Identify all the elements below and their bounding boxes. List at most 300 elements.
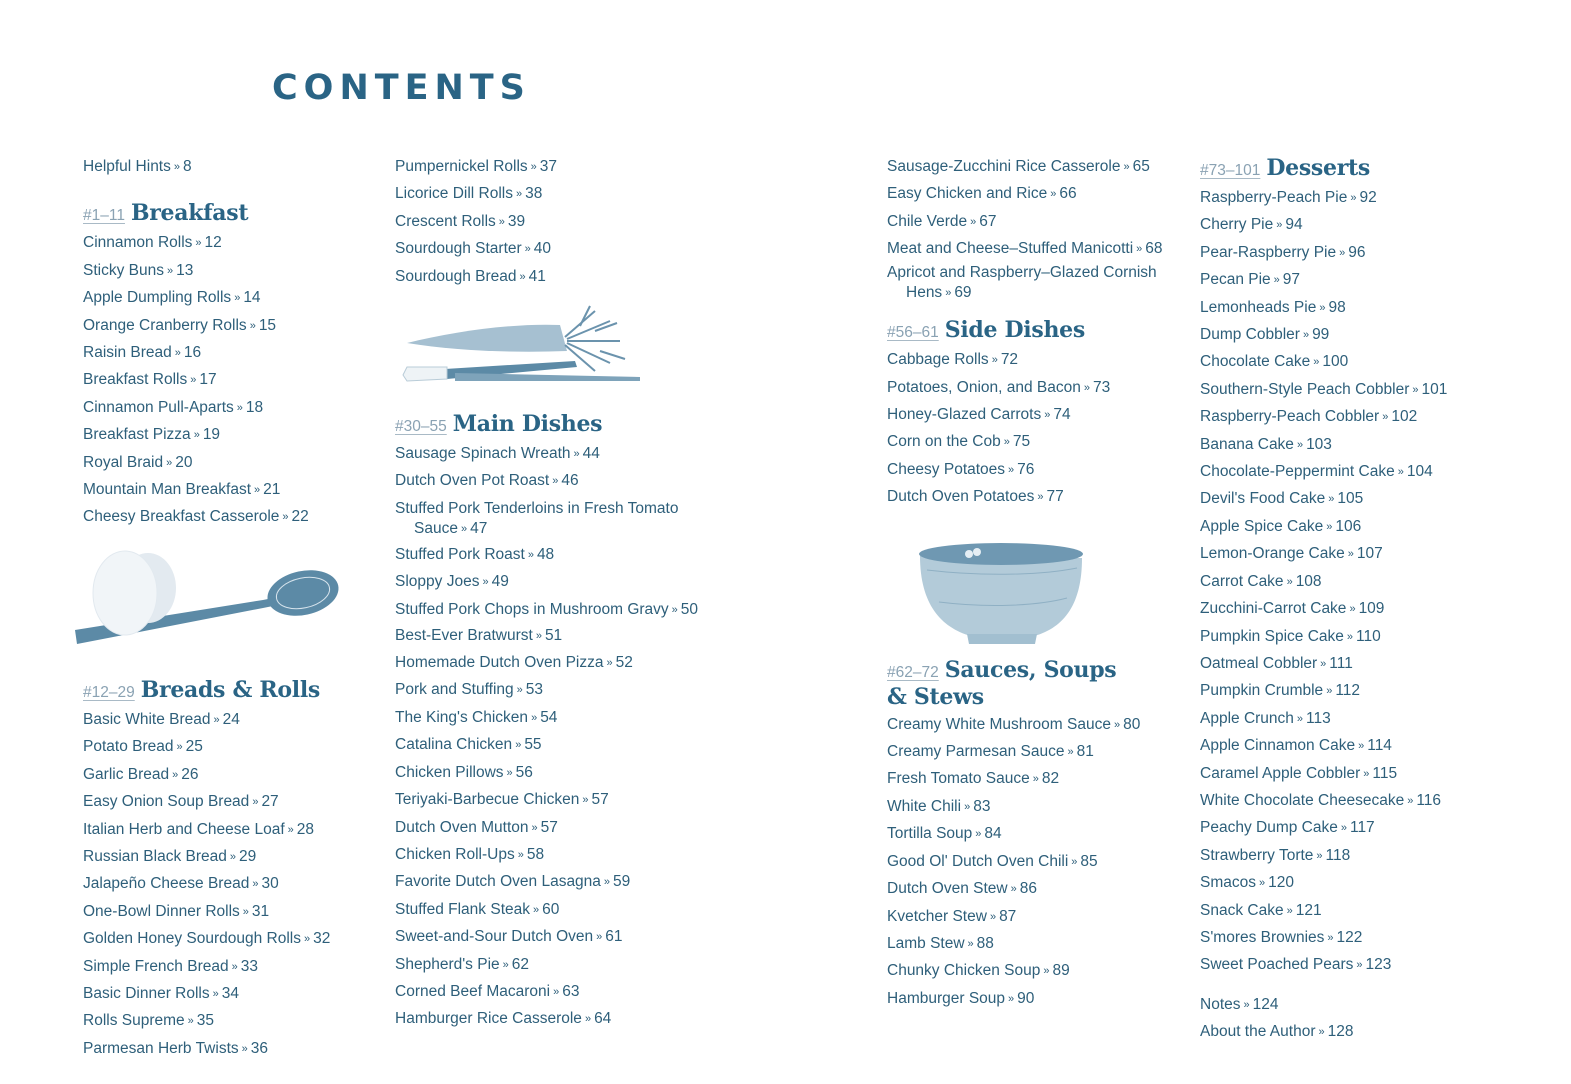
- toc-entry[interactable]: [395, 468, 695, 495]
- section-items-main-dishes-part2: [887, 154, 1187, 304]
- toc-entry[interactable]: [83, 844, 383, 871]
- entry-label: Potato Bread: [83, 738, 174, 756]
- toc-entry[interactable]: [887, 347, 1187, 374]
- separator: »: [1286, 904, 1293, 917]
- entry-page: 108: [1295, 572, 1322, 590]
- entry-label: The King's Chicken: [395, 708, 529, 726]
- separator: »: [176, 741, 183, 754]
- toc-entry[interactable]: [887, 958, 1187, 985]
- entry-label: Helpful Hints: [83, 158, 171, 175]
- entry-label: Royal Braid: [83, 453, 164, 471]
- toc-entry[interactable]: [1200, 843, 1500, 870]
- toc-entry[interactable]: [395, 441, 695, 468]
- separator: »: [1326, 520, 1333, 533]
- entry-label: Chicken Roll-Ups: [395, 845, 515, 863]
- entry-page: 44: [582, 445, 600, 463]
- separator: »: [584, 1013, 592, 1026]
- entry-page: 85: [1080, 852, 1098, 870]
- entry-label: Dutch Oven Stew: [887, 880, 1008, 898]
- entry-page: 60: [542, 900, 560, 918]
- entry-page: 32: [313, 930, 331, 948]
- entry-label: Zucchini-Carrot Cake: [1200, 600, 1347, 618]
- toc-entry-notes[interactable]: [1200, 992, 1500, 1019]
- separator: »: [249, 319, 256, 332]
- entry-page: 100: [1322, 353, 1349, 371]
- toc-entry[interactable]: [83, 926, 383, 953]
- entry-label: Sweet Poached Pears: [1200, 956, 1354, 974]
- separator: »: [1008, 463, 1015, 476]
- toc-entry[interactable]: [83, 477, 383, 504]
- separator: »: [190, 374, 197, 387]
- entry-page: 22: [291, 508, 309, 526]
- toc-entry[interactable]: [395, 542, 695, 569]
- toc-entry[interactable]: [1200, 788, 1500, 815]
- separator: »: [530, 161, 537, 173]
- separator: »: [252, 878, 259, 891]
- entry-page: 25: [185, 738, 203, 756]
- entry-page: 102: [1391, 408, 1418, 426]
- entry-page: 118: [1325, 846, 1351, 864]
- entry-page: 120: [1268, 874, 1294, 892]
- toc-entry[interactable]: [887, 181, 1187, 208]
- entry-page: 81: [1076, 743, 1094, 761]
- section-items-main-dishes-part1: [395, 441, 699, 1034]
- entry-page: 123: [1365, 956, 1392, 974]
- section-heading-sauces-soups-stews[interactable]: [887, 658, 1187, 712]
- entry-page: 75: [1012, 433, 1031, 451]
- toc-entry[interactable]: [83, 367, 383, 394]
- toc-entry[interactable]: [395, 924, 695, 951]
- separator: »: [1071, 855, 1078, 868]
- toc-entry[interactable]: [83, 981, 383, 1008]
- entry-page: 17: [199, 371, 217, 389]
- entry-page: 103: [1306, 435, 1332, 453]
- toc-entry[interactable]: [83, 871, 383, 898]
- toc-entry[interactable]: [887, 766, 1187, 793]
- toc-entry[interactable]: [395, 677, 695, 704]
- separator: »: [231, 960, 238, 973]
- toc-entry[interactable]: [83, 1036, 383, 1063]
- entry-page: 76: [1017, 460, 1035, 478]
- toc-entry[interactable]: [395, 897, 695, 924]
- separator: »: [460, 522, 468, 535]
- entry-label: Honey-Glazed Carrots: [887, 406, 1042, 424]
- entry-label: Pork and Stuffing: [395, 681, 514, 699]
- separator: »: [533, 903, 540, 916]
- toc-entry[interactable]: [395, 732, 695, 759]
- entry-label: White Chocolate Cheesecake: [1200, 791, 1405, 809]
- toc-entry[interactable]: [83, 450, 383, 477]
- separator: »: [187, 1015, 194, 1028]
- entry-page: 128: [1327, 1023, 1354, 1041]
- entry-label: Pumpkin Spice Cake: [1200, 627, 1344, 645]
- entry-label: Smacos: [1200, 874, 1256, 892]
- separator: »: [174, 347, 181, 360]
- toc-entry[interactable]: [1200, 651, 1500, 678]
- entry-page: 97: [1282, 271, 1301, 289]
- toc-entry[interactable]: [395, 787, 695, 814]
- entry-label: Dutch Oven Pot Roast: [395, 472, 550, 490]
- toc-entry[interactable]: [1200, 349, 1500, 376]
- entry-page: 66: [1059, 185, 1077, 203]
- toc-entry[interactable]: [83, 313, 383, 340]
- toc-entry[interactable]: [1200, 295, 1500, 322]
- entry-label: Easy Chicken and Rice: [887, 185, 1048, 203]
- separator: »: [552, 475, 559, 488]
- page-title: CONTENTS: [272, 68, 531, 108]
- entry-label: Stuffed Pork Tenderloins in Fresh Tomato Sauce: [395, 499, 679, 537]
- toc-entry[interactable]: [83, 789, 383, 816]
- entry-label: Cinnamon Pull-Aparts: [83, 398, 234, 416]
- entry-label: Sausage Spinach Wreath: [395, 445, 571, 463]
- separator: »: [229, 850, 236, 863]
- section-range: #1–11: [83, 207, 125, 225]
- toc-entry[interactable]: [395, 236, 695, 263]
- toc-entry-about-the-author[interactable]: [1200, 1019, 1500, 1046]
- separator: »: [1044, 409, 1051, 422]
- toc-entry[interactable]: [1200, 925, 1500, 952]
- entry-page: 38: [525, 185, 543, 203]
- entry-label: Sausage-Zucchini Rice Casserole: [887, 158, 1121, 175]
- entry-label: Pecan Pie: [1200, 271, 1271, 289]
- toc-entry[interactable]: [887, 849, 1187, 876]
- entry-page: 99: [1312, 326, 1330, 344]
- toc-entry[interactable]: [887, 429, 1187, 456]
- entry-label: Fresh Tomato Sauce: [887, 770, 1030, 788]
- entry-page: 72: [1000, 351, 1019, 369]
- separator: »: [531, 821, 538, 834]
- toc-entry[interactable]: [83, 762, 383, 789]
- separator: »: [1350, 192, 1357, 204]
- toc-entry[interactable]: [83, 230, 383, 257]
- toc-entry-helpful-hints[interactable]: [83, 154, 383, 181]
- toc-entry[interactable]: [395, 869, 695, 896]
- entry-label: Chunky Chicken Soup: [887, 962, 1041, 980]
- entry-page: 62: [511, 955, 530, 973]
- toc-entry[interactable]: [887, 794, 1187, 821]
- entry-page: 53: [525, 681, 544, 699]
- separator: »: [1339, 246, 1346, 259]
- separator: »: [970, 215, 977, 228]
- separator: »: [553, 985, 560, 998]
- entry-page: 30: [261, 875, 279, 893]
- toc-entry[interactable]: [395, 760, 695, 787]
- toc-entry[interactable]: [887, 484, 1187, 511]
- entry-label: Sticky Buns: [83, 261, 164, 279]
- entry-label: Lemon-Orange Cake: [1200, 545, 1345, 563]
- separator: »: [1123, 161, 1130, 173]
- entry-page: 64: [594, 1010, 612, 1028]
- toc-entry[interactable]: [887, 712, 1187, 739]
- entry-label: Corned Beef Macaroni: [395, 982, 551, 1000]
- separator: »: [252, 796, 259, 809]
- toc-entry[interactable]: [1200, 952, 1500, 979]
- separator: »: [1010, 883, 1017, 896]
- separator: »: [1296, 438, 1304, 451]
- toc-entry[interactable]: [1200, 432, 1500, 459]
- toc-entry[interactable]: [395, 815, 695, 842]
- entry-label: Chocolate-Peppermint Cake: [1200, 463, 1395, 481]
- entry-label: Best-Ever Bratwurst: [395, 626, 533, 644]
- toc-entry[interactable]: [395, 705, 695, 732]
- toc-column-4: [1200, 154, 1500, 1047]
- toc-entry[interactable]: [83, 707, 383, 734]
- toc-entry[interactable]: [83, 1008, 383, 1035]
- entry-page: 73: [1093, 378, 1111, 396]
- entry-label: Southern-Style Peach Cobbler: [1200, 380, 1410, 398]
- separator: »: [519, 270, 526, 283]
- toc-entry[interactable]: [887, 876, 1187, 903]
- toc-entry[interactable]: [887, 209, 1187, 236]
- entry-page: 87: [999, 907, 1017, 925]
- toc-entry[interactable]: [1200, 624, 1500, 651]
- entry-label: Pear-Raspberry Pie: [1200, 243, 1337, 261]
- entry-page: 49: [491, 573, 509, 591]
- section-heading-breakfast[interactable]: [83, 199, 383, 230]
- toc-entry[interactable]: [395, 952, 695, 979]
- separator: »: [287, 823, 294, 836]
- entry-label: Stuffed Pork Roast: [395, 545, 525, 563]
- section-range: #56–61: [887, 324, 939, 342]
- section-heading-desserts[interactable]: [1200, 154, 1500, 185]
- entry-page: 67: [979, 212, 997, 230]
- entry-label: Cheesy Potatoes: [887, 460, 1006, 478]
- entry-label: One-Bowl Dinner Rolls: [83, 902, 240, 920]
- entry-page: 50: [680, 600, 699, 618]
- entry-label: Parmesan Herb Twists: [83, 1039, 239, 1057]
- entry-page: 12: [204, 234, 222, 252]
- entry-label: Devil's Food Cake: [1200, 490, 1326, 508]
- toc-entry[interactable]: [83, 422, 383, 449]
- toc-entry[interactable]: [887, 821, 1187, 848]
- toc-entry[interactable]: [395, 1006, 695, 1033]
- toc-entry[interactable]: [395, 569, 695, 596]
- toc-column-3: [887, 154, 1187, 1013]
- section-title: Side Dishes: [944, 317, 1085, 344]
- toc-entry[interactable]: [1200, 459, 1500, 486]
- separator: »: [1050, 188, 1057, 201]
- entry-label: Cherry Pie: [1200, 216, 1274, 234]
- entry-page: 61: [605, 928, 623, 946]
- section-title: Breads & Rolls: [140, 676, 320, 703]
- entry-label: Tortilla Soup: [887, 825, 973, 843]
- entry-label: Creamy White Mushroom Sauce: [887, 715, 1111, 733]
- entry-page: 59: [613, 873, 631, 891]
- toc-entry[interactable]: [83, 395, 383, 422]
- separator: »: [527, 548, 534, 561]
- entry-label: Lamb Stew: [887, 934, 965, 952]
- separator: »: [172, 768, 179, 781]
- toc-entry[interactable]: [395, 842, 695, 869]
- entry-page: 63: [562, 982, 580, 1000]
- separator: »: [1382, 411, 1389, 424]
- toc-column-1: [83, 154, 383, 1063]
- toc-entry[interactable]: [887, 263, 1206, 304]
- toc-entry[interactable]: [1200, 322, 1500, 349]
- toc-entry[interactable]: [887, 904, 1187, 931]
- separator: »: [212, 987, 219, 1000]
- entry-label: Kvetcher Stew: [887, 907, 987, 925]
- entry-label: Chocolate Cake: [1200, 353, 1311, 371]
- toc-entry[interactable]: [1200, 486, 1500, 513]
- toc-entry[interactable]: [83, 734, 383, 761]
- separator: »: [596, 931, 603, 944]
- separator: »: [241, 1042, 248, 1055]
- toc-entry[interactable]: [1200, 596, 1500, 623]
- entry-label: Breakfast Pizza: [83, 426, 191, 444]
- entry-label: Creamy Parmesan Sauce: [887, 743, 1065, 761]
- toc-entry[interactable]: [83, 899, 383, 926]
- entry-page: 27: [261, 793, 279, 811]
- toc-entry[interactable]: [1200, 514, 1500, 541]
- entry-page: 114: [1367, 737, 1392, 755]
- toc-entry[interactable]: [1200, 212, 1500, 239]
- entry-page: 56: [515, 763, 533, 781]
- toc-entry[interactable]: [1200, 377, 1500, 404]
- entry-page: 106: [1335, 517, 1362, 535]
- toc-entry[interactable]: [83, 340, 383, 367]
- toc-entry[interactable]: [887, 986, 1187, 1013]
- entry-label: Raspberry-Peach Cobbler: [1200, 408, 1380, 426]
- separator: »: [193, 429, 200, 442]
- toc-entry[interactable]: [395, 499, 714, 540]
- toc-entry[interactable]: [887, 239, 1206, 260]
- toc-entry[interactable]: [1200, 267, 1500, 294]
- toc-entry[interactable]: [1200, 240, 1500, 267]
- entry-page: 80: [1123, 715, 1141, 733]
- section-heading-main-dishes[interactable]: [395, 410, 695, 441]
- entry-label: Dump Cobbler: [1200, 326, 1300, 344]
- section-range: #62–72: [887, 663, 939, 681]
- entry-page: 37: [539, 158, 558, 175]
- toc-entry[interactable]: [83, 954, 383, 981]
- entry-page: 109: [1358, 600, 1385, 618]
- separator: »: [1347, 548, 1354, 561]
- section-title: Desserts: [1266, 155, 1370, 181]
- separator: »: [991, 354, 998, 367]
- separator: »: [304, 933, 311, 946]
- separator: »: [516, 684, 523, 697]
- separator: »: [1313, 356, 1320, 369]
- separator: »: [1296, 712, 1304, 725]
- toc-entry[interactable]: [395, 979, 695, 1006]
- section-items-breads-rolls-part1: [83, 707, 383, 1063]
- entry-label: Chicken Pillows: [395, 763, 504, 781]
- toc-entry[interactable]: [887, 457, 1187, 484]
- separator: »: [1319, 301, 1326, 314]
- toc-entry[interactable]: [887, 739, 1187, 766]
- section-title: Main Dishes: [452, 411, 603, 438]
- toc-entry[interactable]: [83, 285, 383, 312]
- entry-label: Carrot Cake: [1200, 572, 1284, 590]
- entry-page: 117: [1349, 819, 1375, 837]
- entry-page: 92: [1359, 189, 1377, 206]
- entry-label: Corn on the Cob: [887, 433, 1001, 451]
- section-items-sauces-soups-stews: [887, 712, 1187, 1013]
- separator: »: [603, 876, 611, 889]
- entry-page: 124: [1252, 995, 1279, 1013]
- toc-entry[interactable]: [1200, 815, 1500, 842]
- toc-entry[interactable]: [395, 209, 695, 236]
- carrot-and-leek-illustration: [395, 301, 655, 396]
- toc-entry[interactable]: [1200, 678, 1500, 705]
- toc-entry[interactable]: [395, 181, 695, 208]
- separator: »: [1067, 746, 1074, 759]
- entry-label: Garlic Bread: [83, 765, 170, 783]
- separator: »: [535, 629, 542, 642]
- separator: »: [573, 448, 580, 461]
- entry-page: 36: [250, 1039, 269, 1057]
- entry-page: 8: [183, 158, 192, 175]
- separator: »: [1276, 219, 1283, 232]
- entry-label: Apple Cinnamon Cake: [1200, 737, 1356, 755]
- toc-entry[interactable]: [83, 817, 383, 844]
- entry-label: Basic White Bread: [83, 710, 211, 728]
- entry-page: 54: [540, 708, 558, 726]
- toc-entry[interactable]: [1200, 404, 1500, 431]
- toc-entry[interactable]: [1200, 569, 1500, 596]
- toc-entry[interactable]: [887, 375, 1187, 402]
- toc-entry[interactable]: [83, 258, 383, 285]
- entry-label: Simple French Bread: [83, 957, 229, 975]
- entry-page: 35: [196, 1012, 215, 1030]
- entry-page: 122: [1336, 928, 1363, 946]
- toc-entry[interactable]: [83, 504, 383, 531]
- entry-page: 107: [1356, 545, 1383, 563]
- toc-entry[interactable]: [887, 154, 1187, 181]
- toc-entry[interactable]: [1200, 733, 1500, 760]
- entry-label: Dutch Oven Potatoes: [887, 488, 1035, 506]
- separator: »: [1358, 740, 1365, 753]
- separator: »: [173, 161, 180, 173]
- toc-entry[interactable]: [1200, 898, 1500, 925]
- toc-entry[interactable]: [1200, 541, 1500, 568]
- separator: »: [1032, 773, 1039, 786]
- separator: »: [1008, 992, 1015, 1005]
- separator: »: [1320, 657, 1327, 670]
- toc-entry[interactable]: [395, 600, 714, 621]
- toc-column-2: [395, 154, 699, 1034]
- entry-label: Sloppy Joes: [395, 573, 480, 591]
- toc-entry[interactable]: [1200, 185, 1500, 212]
- toc-entry[interactable]: [395, 650, 695, 677]
- entry-page: 34: [221, 984, 240, 1002]
- section-items-side-dishes: [887, 347, 1187, 511]
- entry-label: Jalapeño Cheese Bread: [83, 875, 250, 893]
- entry-page: 57: [540, 818, 558, 836]
- section-heading-breads-rolls[interactable]: [83, 676, 383, 707]
- separator: »: [1356, 959, 1363, 972]
- separator: »: [531, 711, 538, 724]
- entry-page: 96: [1348, 243, 1366, 261]
- toc-entry[interactable]: [395, 154, 695, 181]
- toc-entry[interactable]: [887, 402, 1187, 429]
- entry-page: 26: [181, 765, 199, 783]
- toc-entry[interactable]: [1200, 761, 1500, 788]
- toc-entry[interactable]: [1200, 706, 1500, 733]
- entry-page: 41: [528, 267, 546, 285]
- separator: »: [1136, 243, 1143, 256]
- section-heading-side-dishes[interactable]: [887, 316, 1187, 347]
- toc-entry[interactable]: [395, 264, 695, 291]
- toc-entry[interactable]: [1200, 870, 1500, 897]
- entry-label: Dutch Oven Mutton: [395, 818, 529, 836]
- toc-entry[interactable]: [887, 931, 1187, 958]
- entry-label: Licorice Dill Rolls: [395, 185, 513, 203]
- toc-entry[interactable]: [395, 623, 695, 650]
- separator: »: [1243, 998, 1250, 1011]
- section-title-line1: Sauces, Soups: [944, 656, 1117, 683]
